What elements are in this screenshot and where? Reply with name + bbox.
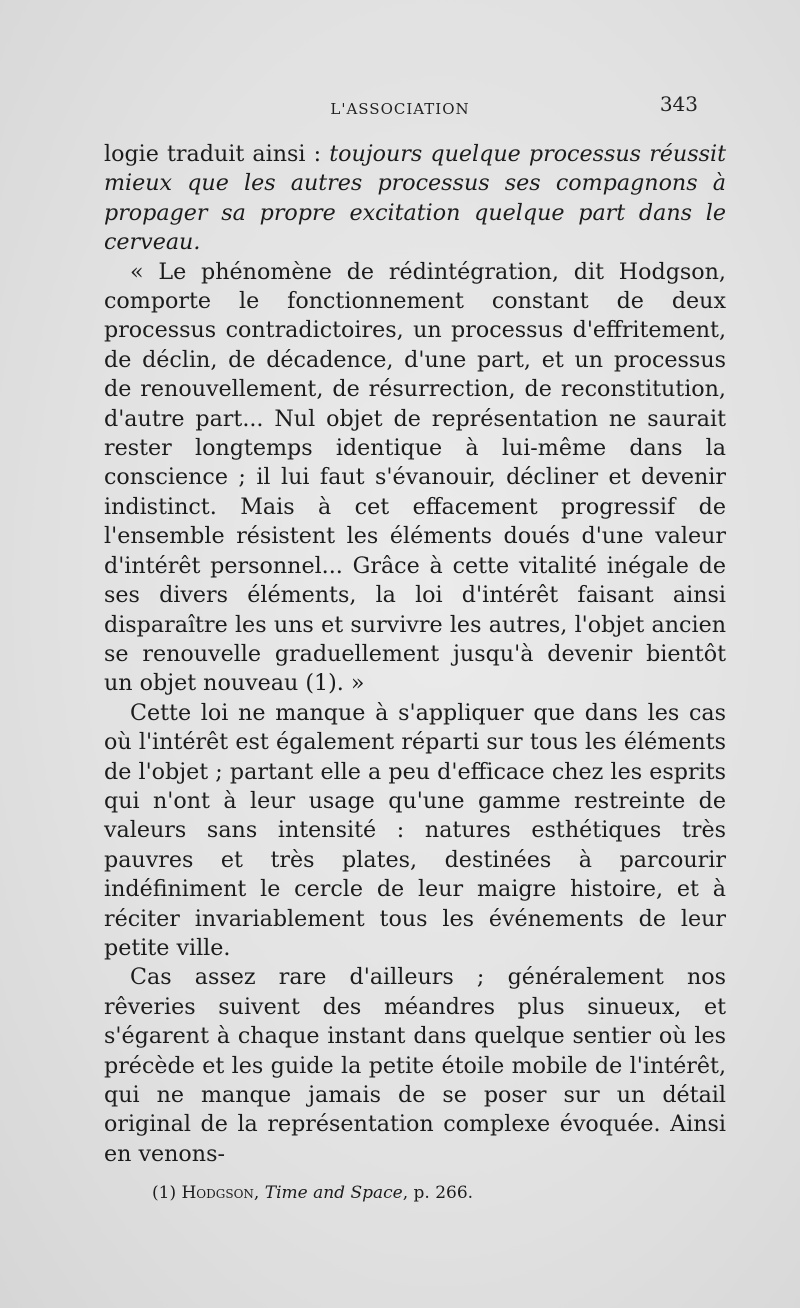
paragraph-4: Cas assez rare d'ailleurs ; généralement nos rêveries suivent des méandres plus sinueux, et s'égarent à chaque instant dans quelque sentier où les précède et les guide la petite étoile mobile de l'intérêt, qui ne manque jamais de se poser sur un détail original de la représentation complexe évoquée. Ainsi en venons- (104, 964, 726, 1167)
page-header (100, 92, 700, 122)
paragraph-2: « Le phénomène de rédintégration, dit Hodgson, comporte le fonctionnement constant de deux processus contradictoires, un processus d'effritement, de déclin, de décadence, d'une part, et un processus de renouvellement, de résurrection, de reconstitution, d'autre part... Nul objet de représentation ne saurait rester longtemps identique à lui-même dans la conscience ; il lui faut s'évanouir, décliner et devenir indistinct. Mais à cet effacement progressif de l'ensemble résistent les éléments doués d'une valeur d'intérêt personnel... Grâce à cette vitalité inégale de ses divers éléments, la loi d'intérêt faisant ainsi disparaître les uns et survivre les autres, l'objet ancien se renouvelle graduellement jusqu'à devenir bientôt un objet nouveau (1). » (104, 258, 726, 697)
footnote-title: Time and Space (264, 1183, 403, 1203)
footnote-separator: , (253, 1183, 265, 1203)
body-text (104, 140, 726, 1169)
paragraph-1-italic: toujours quelque processus réussit mieux que les autres processus ses compagnons à propager sa propre excitation quelque part dans le cerveau. (104, 141, 727, 256)
footnote-author: Hodgson (181, 1183, 254, 1203)
footnote-marker: (1) (152, 1183, 182, 1203)
footnote (152, 1181, 712, 1205)
footnote-page: , p. 266. (402, 1183, 474, 1203)
paragraph-1-lead: logie traduit ainsi : (104, 141, 330, 167)
running-head: L'ASSOCIATION (330, 100, 470, 118)
paragraph-3: Cette loi ne manque à s'appliquer que dans les cas où l'intérêt est également réparti sur tous les éléments de l'objet ; partant elle a peu d'efficace chez les esprits qui n'ont à leur usage qu'une gamme restreinte de valeurs sans intensité : natures esthétiques très pauvres et très plates, destinées à parcourir indéfiniment le cercle de leur maigre histoire, et à réciter invariablement tous les événements de leur petite ville. (104, 699, 726, 961)
paragraph-1 (104, 140, 726, 258)
page-number: 343 (659, 92, 698, 116)
